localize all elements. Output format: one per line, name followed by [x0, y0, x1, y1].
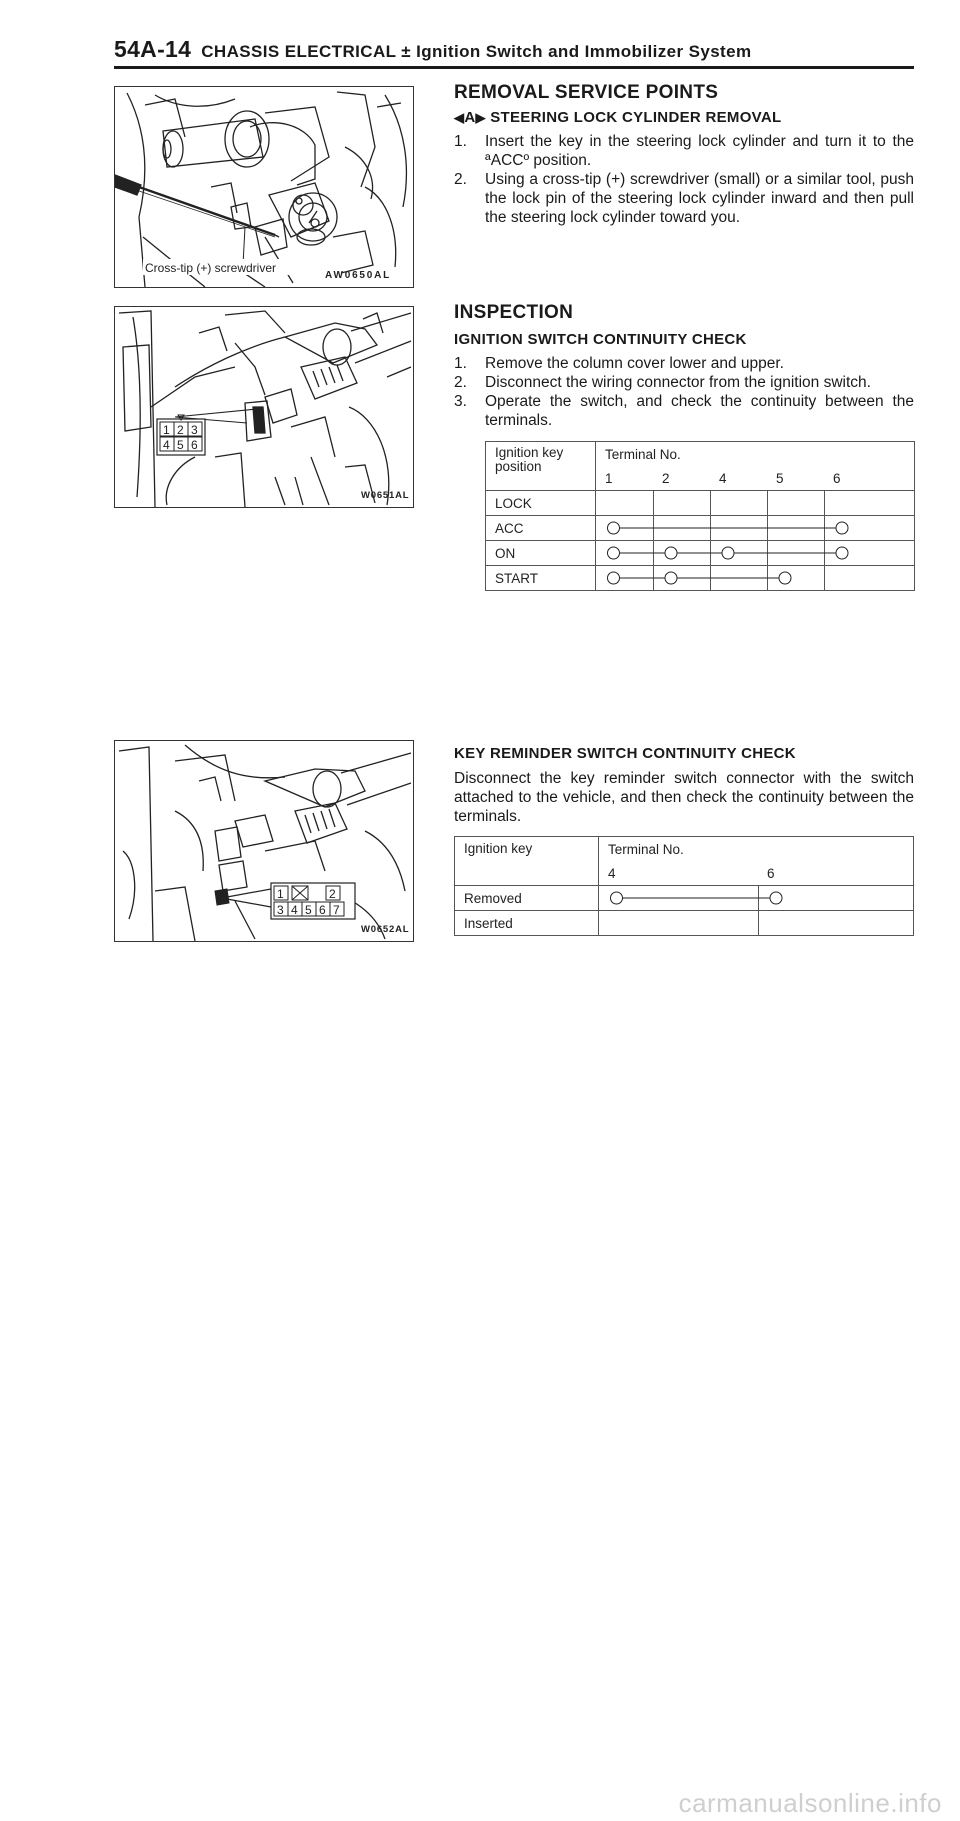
connector-pin: 3 [191, 423, 198, 437]
continuity-terminal-dot [779, 572, 791, 584]
ignition-switch-illustration [115, 307, 413, 507]
connector-pin: 7 [333, 903, 340, 917]
removal-subheading: STEERING LOCK CYLINDER REMOVAL [490, 109, 782, 126]
lock-cylinder-illustration [115, 87, 413, 287]
removal-heading: REMOVAL SERVICE POINTS [454, 82, 719, 103]
continuity-mark [611, 892, 783, 904]
removal-subheading-row [454, 108, 914, 127]
inspection-heading: INSPECTION [454, 302, 574, 323]
table-col-header: Terminal No. [599, 837, 914, 862]
right-arrow-icon: ▶ [475, 110, 486, 125]
continuity-terminal-dot [608, 547, 620, 559]
table-row-header: Ignition key position [486, 442, 596, 491]
key-reminder-illustration [115, 741, 413, 941]
key-reminder-text: Disconnect the key reminder switch connector with the switch attached to the vehicle, and then check the continuity between the terminals. [454, 770, 914, 825]
figure-lock-cylinder-removal [114, 86, 414, 288]
continuity-terminal-dot [608, 522, 620, 534]
page-code: 54A-14 [114, 36, 192, 62]
figure-callout-screwdriver: Cross-tip (+) screwdriver [145, 261, 277, 275]
connector-pin: 6 [319, 903, 326, 917]
continuity-mark [608, 522, 849, 534]
connector-pin: 5 [177, 438, 184, 452]
continuity-terminal-dot [608, 572, 620, 584]
row-label: ACC [486, 516, 596, 541]
continuity-terminal-dot [665, 547, 677, 559]
key-reminder-subheading: KEY REMINDER SWITCH CONTINUITY CHECK [454, 745, 796, 762]
continuity-mark [608, 572, 792, 584]
continuity-terminal-dot [836, 547, 848, 559]
connector-pin: 4 [163, 438, 170, 452]
key-reminder-section [454, 744, 914, 826]
inspection-step: 1. Remove the column cover lower and upper. [454, 355, 784, 372]
key-reminder-continuity-symbols [454, 836, 914, 936]
continuity-terminal-dot [611, 892, 623, 904]
connector-pin: 2 [177, 423, 184, 437]
row-label: START [486, 566, 596, 591]
terminal-header: 2 [653, 466, 710, 491]
figure-ignition-switch-connector [114, 306, 414, 508]
table-row-header: Ignition key [455, 837, 599, 886]
continuity-mark [608, 547, 849, 559]
connector-pin: 6 [191, 438, 198, 452]
footer-watermark: carmanualsonline.info [678, 1788, 942, 1818]
connector-pin: 1 [163, 423, 170, 437]
connector-pin: 5 [305, 903, 312, 917]
continuity-terminal-dot [836, 522, 848, 534]
removal-section [454, 83, 914, 227]
ignition-continuity-symbols [485, 441, 915, 591]
row-label: Inserted [455, 911, 599, 936]
row-label: Removed [455, 886, 599, 911]
table-col-header: Terminal No. [596, 442, 915, 467]
row-label: LOCK [486, 491, 596, 516]
connector-pin: 3 [277, 903, 284, 917]
continuity-terminal-dot [722, 547, 734, 559]
terminal-header: 6 [758, 861, 914, 886]
connector-pin: 1 [277, 887, 284, 901]
removal-step: 1. Insert the key in the steering lock cylinder and turn it to the ªACCº position. [454, 133, 914, 169]
figure-code: W0651AL [361, 490, 410, 501]
continuity-terminal-dot [770, 892, 782, 904]
terminal-header: 4 [599, 861, 759, 886]
figure-code: AW0650AL [325, 270, 392, 281]
inspection-subheading: IGNITION SWITCH CONTINUITY CHECK [454, 331, 747, 348]
figure-code: W0652AL [361, 924, 410, 935]
inspection-section [454, 303, 914, 430]
inspection-step: 2. Disconnect the wiring connector from the ignition switch. [454, 374, 871, 391]
terminal-header: 5 [767, 466, 824, 491]
page-section-title: CHASSIS ELECTRICAL ± Ignition Switch and Immobilizer System [201, 42, 752, 61]
terminal-header: 6 [824, 466, 915, 491]
row-label: ON [486, 541, 596, 566]
header-rule [114, 66, 914, 69]
terminal-header: 4 [710, 466, 767, 491]
terminal-header: 1 [596, 466, 654, 491]
connector-pin: 4 [291, 903, 298, 917]
removal-marker: A [464, 109, 476, 126]
left-arrow-icon: ◀ [454, 110, 465, 125]
inspection-step: 3. Operate the switch, and check the continuity between the terminals. [454, 393, 914, 429]
page-header [114, 36, 751, 63]
removal-step: 2. Using a cross-tip (+) screwdriver (small) or a similar tool, push the lock pin of the steering lock cylinder inward and then pull the steering lock cylinder toward you. [454, 171, 914, 226]
figure-key-reminder-connector [114, 740, 414, 942]
connector-pin: 2 [329, 887, 336, 901]
continuity-terminal-dot [665, 572, 677, 584]
